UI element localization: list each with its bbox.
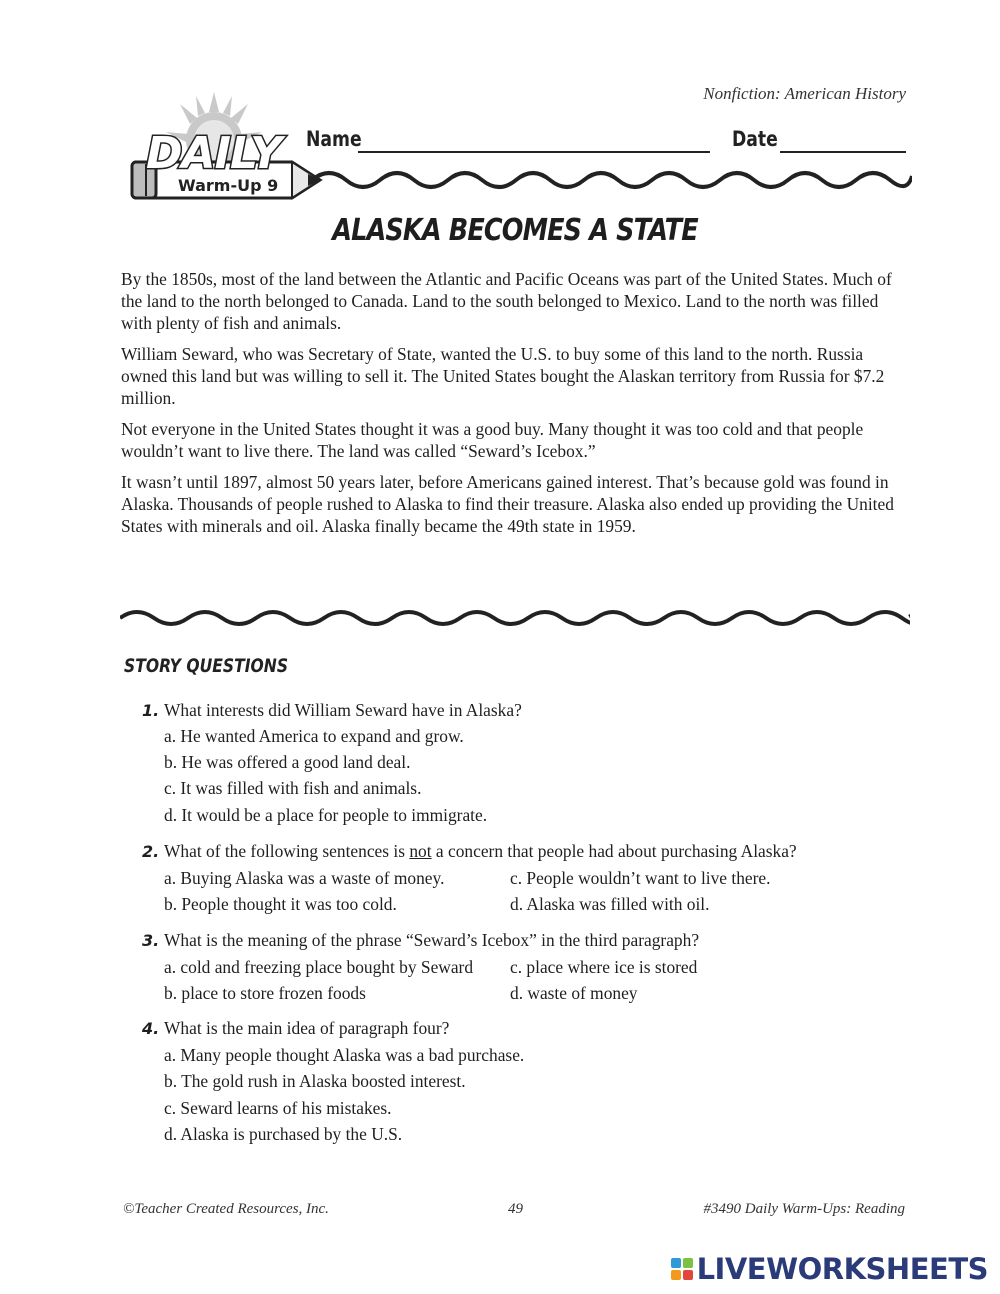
reading-passage xyxy=(121,268,911,546)
answer-option[interactable]: c. place where ice is stored xyxy=(510,957,698,977)
answer-option[interactable]: a. Many people thought Alaska was a bad purchase. xyxy=(164,1045,525,1065)
section-divider-wave xyxy=(120,606,910,632)
question-text: What is the main idea of paragraph four? xyxy=(164,1018,450,1038)
question-1 xyxy=(142,700,522,721)
header-wave xyxy=(312,173,912,187)
answer-option[interactable]: c. People wouldn’t want to live there. xyxy=(510,868,771,888)
answer-option[interactable]: c. Seward learns of his mistakes. xyxy=(164,1098,392,1118)
liveworksheets-logo-icon xyxy=(671,1258,693,1280)
question-2 xyxy=(142,841,797,862)
footer-copyright: ©Teacher Created Resources, Inc. xyxy=(123,1201,329,1217)
date-field[interactable] xyxy=(780,151,906,153)
question-text: What interests did William Seward have in Alaska? xyxy=(164,700,522,720)
answer-option[interactable]: d. Alaska is purchased by the U.S. xyxy=(164,1124,403,1144)
question-number: 2. xyxy=(142,842,160,861)
question-4 xyxy=(142,1018,449,1039)
answer-option[interactable]: d. waste of money xyxy=(510,983,638,1003)
brand-name: LIVEWORKSHEETS xyxy=(696,1252,988,1286)
liveworksheets-brand[interactable] xyxy=(671,1252,988,1286)
answer-option[interactable]: c. It was filled with fish and animals. xyxy=(164,778,422,798)
daily-logo-text: DAILY xyxy=(146,128,281,179)
question-number: 1. xyxy=(142,701,160,720)
name-label: Name xyxy=(306,127,362,151)
question-number: 3. xyxy=(142,931,160,950)
passage-paragraph: By the 1850s, most of the land between the Atlantic and Pacific Oceans was part of the United States. Much of the land to the north belonged to Canada. Land to the south belonged to Mexico. Land to the north was filled with plenty of fish and animals. xyxy=(121,269,892,333)
answer-option[interactable]: b. The gold rush in Alaska boosted interest. xyxy=(164,1071,466,1091)
passage-paragraph: Not everyone in the United States thought it was a good buy. Many thought it was too cold and that people wouldn’t want to live there. The land was called “Seward’s Icebox.” xyxy=(121,419,864,461)
question-text-end: a concern that people had about purchasing Alaska? xyxy=(431,841,797,861)
answer-option[interactable]: a. cold and freezing place bought by Seward xyxy=(164,957,474,977)
answer-option[interactable]: b. place to store frozen foods xyxy=(164,983,366,1003)
date-label: Date xyxy=(732,127,778,151)
question-text: What is the meaning of the phrase “Seward’s Icebox” in the third paragraph? xyxy=(164,930,700,950)
questions-title: STORY QUESTIONS xyxy=(124,655,289,677)
footer-book-title: #3490 Daily Warm-Ups: Reading xyxy=(703,1201,905,1217)
page-title: ALASKA BECOMES A STATE xyxy=(332,213,698,248)
name-field[interactable] xyxy=(358,151,710,153)
answer-option[interactable]: a. He wanted America to expand and grow. xyxy=(164,726,464,746)
question-text-underlined: not xyxy=(409,841,432,861)
passage-paragraph: It wasn’t until 1897, almost 50 years later, before Americans gained interest. That’s because gold was found in Alaska. Thousands of people rushed to Alaska to find their treasure. Alaska also ended up providing the United States with minerals and oil. Alaska finally became the 49th state in 1959. xyxy=(121,472,894,536)
daily-warmup-logo xyxy=(122,88,912,203)
question-3 xyxy=(142,930,699,951)
answer-option[interactable]: b. People thought it was too cold. xyxy=(164,894,397,914)
question-number: 4. xyxy=(142,1019,160,1038)
answer-option[interactable]: b. He was offered a good land deal. xyxy=(164,752,411,772)
footer-page-number: 49 xyxy=(508,1201,523,1217)
passage-paragraph: William Seward, who was Secretary of State, wanted the U.S. to buy some of this land to the north. Russia owned this land but was willing to sell it. The United States bought the Alaskan territory from Russia for $7.2 million. xyxy=(121,344,885,408)
question-text-start: What of the following sentences is xyxy=(164,841,410,861)
answer-option[interactable]: a. Buying Alaska was a waste of money. xyxy=(164,868,445,888)
answer-option[interactable]: d. It would be a place for people to immigrate. xyxy=(164,805,488,825)
warmup-label: Warm-Up 9 xyxy=(178,176,279,195)
subject-label: Nonfiction: American History xyxy=(703,84,906,103)
answer-option[interactable]: d. Alaska was filled with oil. xyxy=(510,894,710,914)
